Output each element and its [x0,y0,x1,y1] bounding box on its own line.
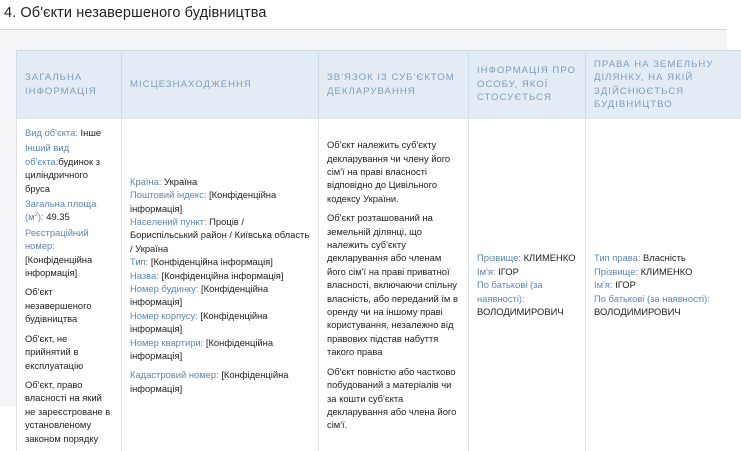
location-postal: Поштовий індекс: [Конфіденційна інформація] [130,189,277,214]
table-header-row [17,51,741,119]
relation-paragraph: Об'єкт повністю або частково побудований з матеріалів чи за кошти суб'єкта декларування або члена його сім'ї. [327,365,457,431]
land-first-name: Ім'я: ІГОР [594,279,636,291]
land-patronymic: По батькові (за наявності): ВОЛОДИМИРОВИЧ [594,292,710,318]
person-first-name: Ім'я: ІГОР [477,265,519,277]
location-apartment: Номер квартири: [Конфіденційна інформація] [130,336,274,361]
note-not-registered: Об'єкт, право власності на який не зареєстроване в установленому законом порядку [25,378,111,444]
location-house: Номер будинку: [Конфіденційна інформація] [130,282,269,308]
person-patronymic: По батькові (за наявності): ВОЛОДИМИРОВИЧ [477,279,564,318]
object-reg-number: Реєстраційний номер: [Конфіденційна інформація] [25,226,93,279]
declaration-table [16,50,741,451]
location-cadastral: Кадастровий номер: [Конфіденційна інформація] [130,369,289,394]
cell-land-rights [586,119,741,451]
location-country: Країна: Україна [130,175,198,187]
land-right-type: Тип права: Власність [594,252,686,264]
cell-relation [319,119,469,451]
header-relation: ЗВ'ЯЗОК ІЗ СУБ'ЄКТОМ ДЕКЛАРУВАННЯ [319,51,469,119]
location-kind: Тип: [Конфіденційна інформація] [130,256,273,268]
note-unfinished: Об'єкт незавершеного будівництва [25,286,92,325]
cell-general-info [17,119,122,451]
relation-paragraph: Об'єкт розташований на земельній ділянці, що належить суб'єкту декларування або членам його сім'ї на праві приватної власності, включаючи спільну власність, або переданий їм в оренду чи на іншому праві користування, незалежно від правових підстав набуття такого права [327,212,458,358]
location-settlement: Населений пункт: Проців / Бориспільський район / Київська область / Україна [130,215,310,254]
object-other-type: Інший вид об'єкта:будинок з циліндричного бруса [25,142,101,194]
land-surname: Прізвище: КЛИМЕНКО [594,265,693,277]
object-area: Загальна площа $(м^2)$: 49.35 [25,198,97,223]
object-type: Вид об'єкта: Інше [25,127,102,138]
header-person-info: ІНФОРМАЦІЯ ПРО ОСОБУ, ЯКОЇ СТОСУЄТЬСЯ [469,51,586,119]
header-land-rights: ПРАВА НА ЗЕМЕЛЬНУ ДІЛЯНКУ, НА ЯКІЙ ЗДІЙСНЮЄТЬСЯ БУДІВНИЦТВО [586,51,741,119]
header-general-info: ЗАГАЛЬНА ІНФОРМАЦІЯ [17,51,122,119]
note-not-commissioned: Об'єкт, не прийнятий в експлуатацію [25,332,84,371]
cell-location [122,119,319,451]
table-row [17,119,741,451]
header-location: МІСЦЕЗНАХОДЖЕННЯ [122,51,319,119]
section-title: 4. Об'єкти незавершеного будівництва [4,5,267,21]
relation-paragraph: Об'єкт належить суб'єкту декларування чи члену його сім'ї на праві власності відповідно до Цивільного кодексу України. [327,139,451,204]
cell-person-info [469,119,586,451]
person-surname: Прізвище: КЛИМЕНКО [477,252,576,264]
location-building: Номер корпусу: [Конфіденційна інформація] [130,309,268,335]
location-name: Назва: [Конфіденційна інформація] [130,269,284,281]
